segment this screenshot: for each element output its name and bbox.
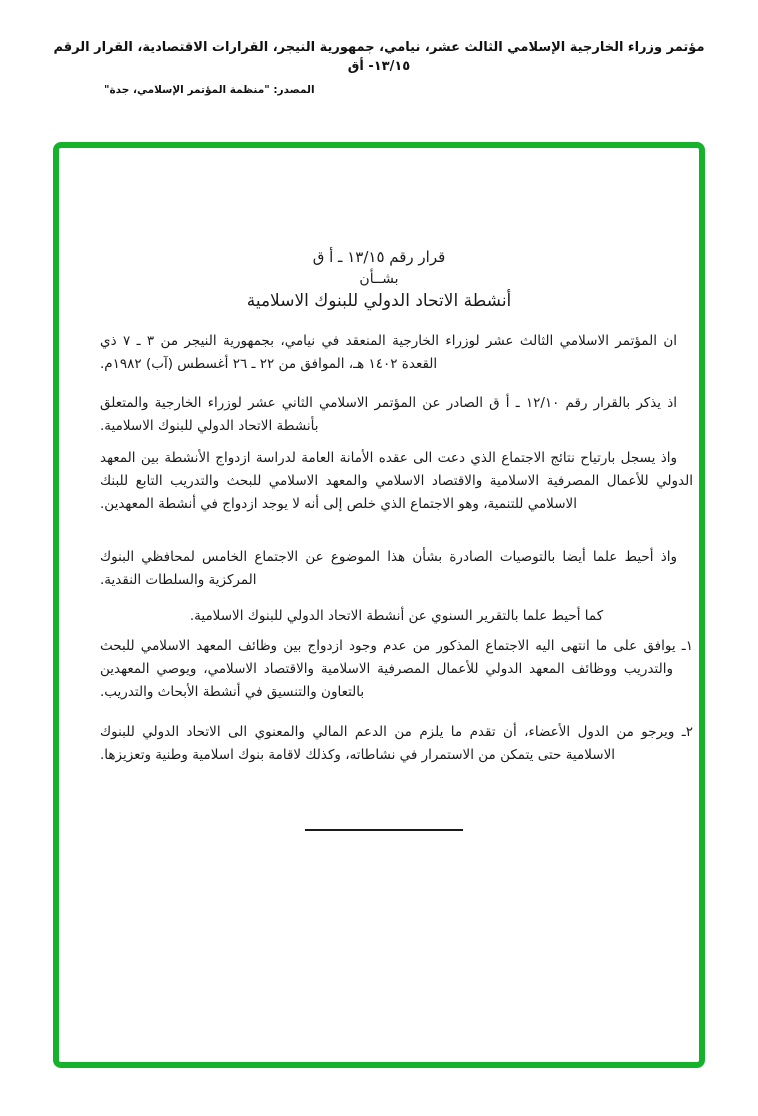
annual-report-paragraph: كما أحيط علما بالتقرير السنوي عن أنشطة الاتحاد الدولي للبنوك الاسلامية. (189, 608, 604, 624)
header-source-line: المصدر: "منظمة المؤتمر الإسلامي، جدة" (104, 84, 315, 96)
header-title: مؤتمر وزراء الخارجية الإسلامي الثالث عشر، نيامي، جمهورية النيجر، القرارات الاقتصادية، القرار الرقم ١٣/١٥- أق (53, 40, 705, 74)
recommendations-noted-paragraph: واذ أحيط علما أيضا بالتوصيات الصادرة بشأن هذا الموضوع عن الاجتماع الخامس لمحافظي البنوك المركزية والسلطات النقدية. (100, 549, 677, 588)
noting-meeting-results-paragraph: واذ يسجل بارتياح نتائج الاجتماع الذي دعت الى عقده الأمانة العامة لدراسة ازدواج الأنشطة بين المعهد الدولي للأعمال المصرفية الاسلامية والاقتصاد الاسلامي والمعهد الاسلامي للبحث والتدريب التابع للبنك الاسلامي للتنمية، وهو الاجتماع الذي خلص إلى أنه لا يوجد ازدواج في أنشطة المعهدين. (100, 450, 693, 512)
end-divider (305, 829, 463, 831)
document-header (0, 38, 758, 96)
resolution-number: قرار رقم ١٣/١٥ ـ أ ق (312, 248, 446, 266)
preamble-paragraph: ان المؤتمر الاسلامي الثالث عشر لوزراء الخارجية المنعقد في نيامي، بجمهورية النيجر من ٣ ـ ٧ ذي القعدة ١٤٠٢ هـ، الموافق من ٢٢ ـ ٢٦ أغسطس (آب) ١٩٨٢م. (100, 333, 677, 372)
resolution-subject: أنشطة الاتحاد الدولي للبنوك الاسلامية (246, 291, 512, 311)
recalling-paragraph: اذ يذكر بالقرار رقم ١٢/١٠ ـ أ ق الصادر عن المؤتمر الاسلامي الثاني عشر لوزراء الخارجية والمتعلق بأنشطة الاتحاد الدولي للبنوك الاسلامية. (100, 395, 677, 434)
green-border-frame (53, 142, 705, 1068)
resolution-regarding: بشــأن (359, 271, 399, 287)
resolution-title-block (59, 248, 699, 311)
resolution-item-2: ٢ـ ويرجو من الدول الأعضاء، أن تقدم ما يلزم من الدعم المالي والمعنوي الى الاتحاد الدولي للبنوك الاسلامية حتى يتمكن من الاستمرار في نشاطاته، وكذلك لاقامة بنوك اسلامية وطنية وتعزيزها. (100, 724, 693, 763)
resolution-item-1: ١ـ يوافق على ما انتهى اليه الاجتماع المذكور من عدم وجود ازدواج بين وظائف المعهد الاسلامي للبحث والتدريب ووظائف المعهد الدولي للأعمال المصرفية الاسلامية والاقتصاد الاسلامي، ويوصي المعهدين بالتعاون والتنسيق في أنشطة الأبحاث والتدريب. (100, 638, 693, 700)
